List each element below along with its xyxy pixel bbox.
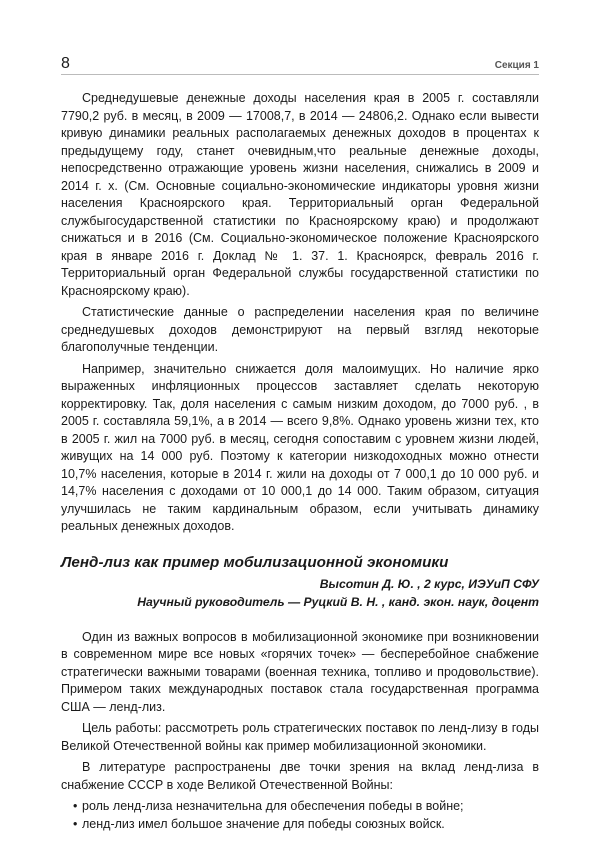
article-paragraph: Один из важных вопросов в мобилизационной экономике при возникновении в современном мире все новых «горячих точек» — бесперебойное снабжение стратегически важными товарами (военная техника, топливо и продовольствие). Примером таких международных поставок стала государственная программа США — ленд-лиз. [61,629,539,714]
section-label: Секция 1 [494,60,539,71]
list-item [61,816,539,834]
article-title: Ленд-лиз как пример мобилизационной экономики [61,553,449,571]
list-item-text: роль ленд-лиза незначительна для обеспечения победы в войне; [82,799,464,813]
viewpoint-list [61,798,539,833]
intro-paragraph: Среднедушевые денежные доходы населения края в 2005 г. составляли 7790,2 руб. в месяц, в 2009 — 17008,7, в 2014 — 24806,2. Однако если вывести кривую динамики реальных располагаемых денежных доходов в процентах к предыдущему году, станет очевидным,что реальные денежные доходы, непосредственно отражающие уровень жизни населения, снижались в 2009 и 2014 г. х. (См. Основные социально-экономические индикаторы уровня жизни населения Красноярского края. Территориальный орган Федеральной службыгосударственной статистики по Красноярскому краю) и продолжают снижаться и в 2016 (См. Социально-экономическое положение Красноярского края в январе 2016 г. Доклад № 1. 37. 1. Красноярск, февраль 2016 г. Территориальный орган Федеральной службы государственной статистики по Красноярскому краю). [61,91,539,298]
bullet-icon: • [73,799,78,813]
page-number: 8 [61,55,70,72]
page-body [61,90,539,833]
list-item [61,798,539,816]
article-supervisor: Научный руководитель — Руцкий В. Н. , канд. экон. наук, доцент [137,594,539,609]
intro-paragraph: Например, значительно снижается доля малоимущих. Но наличие ярко выраженных инфляционных процессов заставляет сделать некоторую корректировку. Так, доля населения с самым низким доходом, до 7000 руб. , в 2005 г. составляла 59,1%, а в 2014 — всего 9,8%. Однако уровень жизни тех, кто в 2005 г. жил на 7000 руб. в месяц, сегодня сопоставим с уровнем жизни людей, живущих на 14 000 руб. Поэтому к категории низкодоходных можно отнести 10,7% населения, которые в 2014 г. жили на доходы от 7 000,1 до 10 000 руб. и 14,7% населения с доходами от 10 000,1 до 14 000. Таким образом, ситуация улучшилась не таким кардинальным образом, если учитывать динамику реальных денежных доходов. [61,361,539,533]
bullet-icon: • [73,816,78,831]
article-paragraph: Цель работы: рассмотреть роль стратегических поставок по ленд-лизу в годы Великой Отечественной войны как пример мобилизационной экономики. [61,721,539,753]
article-paragraph: В литературе распространены две точки зрения на вклад ленд-лиза в снабжение СССР в ходе Великой Отечественной Войны: [61,760,539,792]
article-author: Высотин Д. Ю. , 2 курс, ИЭУиП СФУ [319,576,539,591]
list-item-text: ленд-лиз имел большое значение для победы союзных войск. [82,816,445,831]
intro-paragraph: Статистические данные о распределении населения края по величине среднедушевых доходов демонстрируют на первый взгляд некоторые благополучные тенденции. [61,305,539,354]
header-rule [61,74,539,75]
